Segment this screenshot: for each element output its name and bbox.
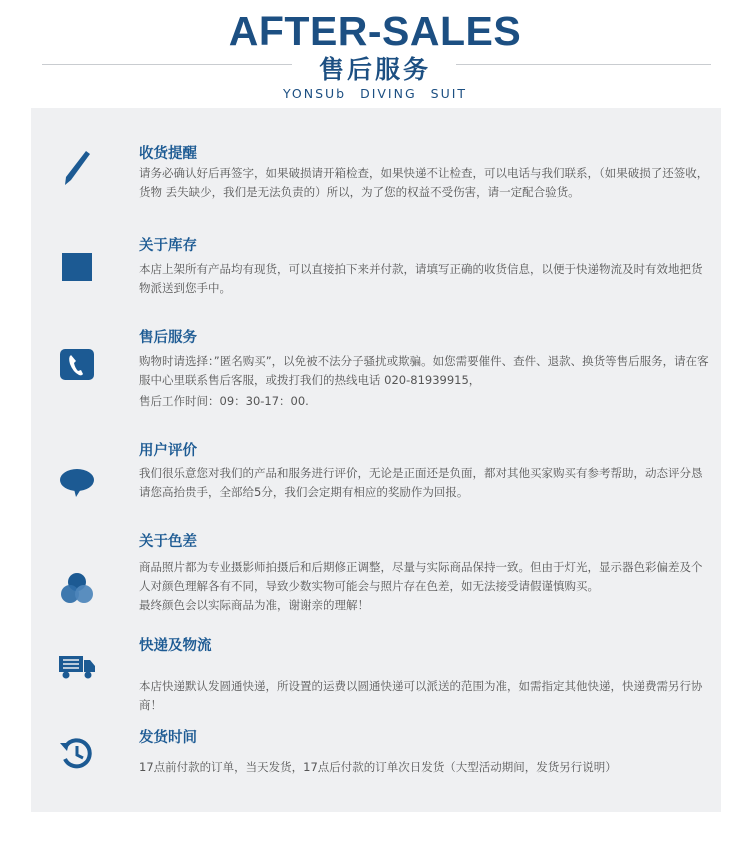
delivery-truck-icon — [57, 648, 97, 688]
clock-return-icon — [57, 734, 97, 774]
section-title: 售后服务 — [139, 330, 197, 346]
section-text: 售后工作时间：09：30-17：00. — [139, 394, 309, 408]
header — [0, 0, 750, 110]
section-title: 关于色差 — [139, 534, 197, 550]
section-text: 购物时请选择：”匿名购买”，以免被不法分子骚扰或欺骗。如您需要催件、查件、退款、换货等售后服务，请在客服中心里联系售后客服，或拨打我们的热线电话 020-81939915， — [139, 354, 709, 387]
page-subtitle: 售后服务 — [318, 55, 431, 84]
section-text: 商品照片都为专业摄影师拍摄后和后期修正调整，尽量与实际商品保持一致。但由于灯光，显示器色彩偏差及个人对颜色理解各有不同，导致少数实物可能会与照片存在色差，如无法接受请假谨慎购买。 — [139, 560, 703, 593]
section-body — [139, 758, 709, 777]
section-body — [139, 164, 709, 202]
section-body — [139, 677, 709, 715]
section-body — [139, 464, 709, 502]
section-title: 发货时间 — [139, 730, 197, 746]
section-title: 用户评价 — [139, 443, 197, 459]
section-title: 关于库存 — [139, 238, 197, 254]
pen-icon — [57, 148, 97, 188]
section-text: 我们很乐意您对我们的产品和服务进行评价，无论是正面还是负面，都对其他买家购买有参考帮助，动态评分恳请您高抬贵手，全部给5分，我们会定期有相应的奖励作为回报。 — [139, 466, 703, 499]
color-circles-icon — [57, 570, 97, 610]
section-text: 最终颜色会以实际商品为准，谢谢亲的理解！ — [139, 598, 369, 612]
section-title: 快递及物流 — [139, 638, 212, 654]
square-icon — [57, 250, 97, 290]
page-title: AFTER-SALES — [228, 8, 522, 54]
section-body — [139, 558, 709, 615]
section-body — [139, 260, 709, 298]
phone-icon — [57, 346, 97, 386]
speech-bubble-icon — [57, 463, 97, 503]
section-body — [139, 352, 709, 411]
brand-line: YONSUb DIVING SUIT — [282, 86, 468, 101]
section-text: 请务必确认好后再签字，如果破损请开箱检查，如果快递不让检查，可以电话与我们联系，（如果破损了还签收，货物 丢失缺少，我们是无法负责的）所以，为了您的权益不受伤害，请一定配合验货。 — [139, 166, 709, 199]
section-title: 收货提醒 — [139, 146, 197, 162]
section-text: 本店上架所有产品均有现货，可以直接拍下来并付款，请填写正确的收货信息，以便于快递物流及时有效地把货物派送到您手中。 — [139, 262, 703, 295]
section-text: 本店快递默认发圆通快递，所设置的运费以圆通快递可以派送的范围为准，如需指定其他快递，快递费需另行协商！ — [139, 679, 703, 712]
info-panel — [31, 108, 721, 812]
section-text: 17点前付款的订单，当天发货，17点后付款的订单次日发货（大型活动期间，发货另行说明） — [139, 760, 617, 774]
